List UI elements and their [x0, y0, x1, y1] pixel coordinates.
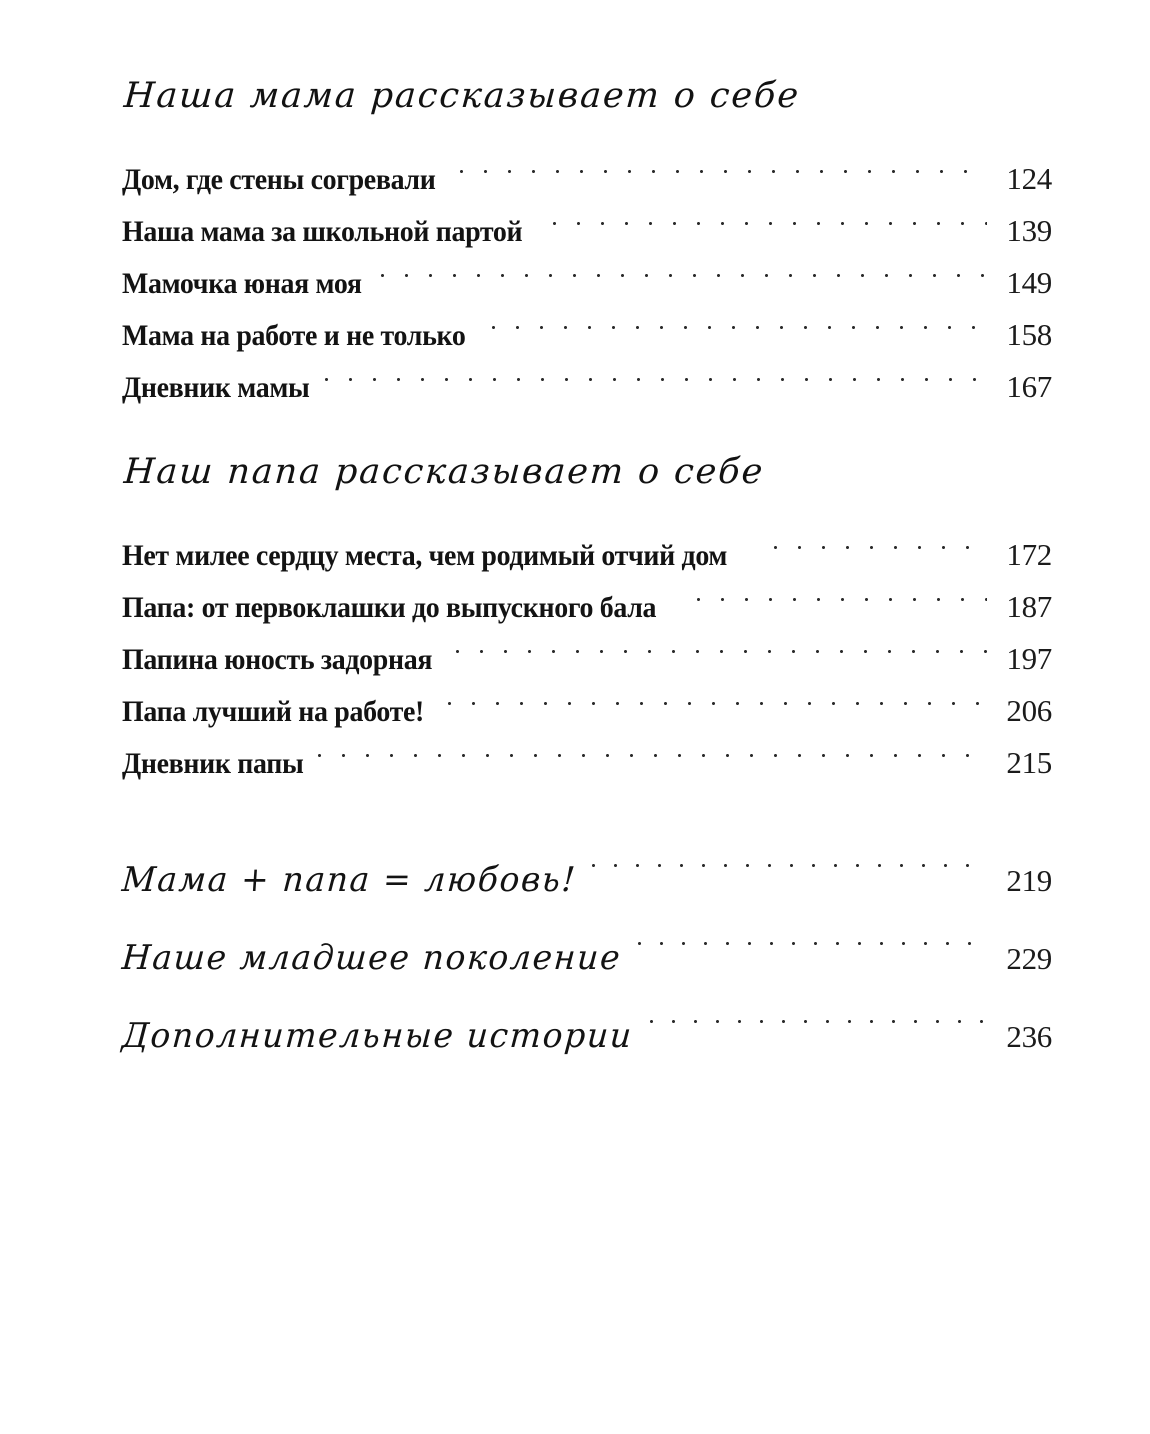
section-heading-papa: Наш папа рассказывает о себе — [122, 451, 766, 492]
toc-entry[interactable] — [122, 137, 1052, 196]
toc-entry-title: Дополнительные истории — [120, 1015, 635, 1056]
toc-entry-page-number: 124 — [1006, 160, 1052, 196]
dot-leader — [638, 891, 987, 969]
toc-entry-title: Папа: от первоклашки до выпускного бала — [122, 590, 657, 624]
toc-entry[interactable] — [120, 813, 1052, 900]
dot-leader — [318, 721, 987, 773]
section-heading-mama: Наша мама рассказывает о себе — [122, 76, 802, 116]
toc-entry-list-mama — [122, 137, 1052, 404]
toc-entry-page-number: 215 — [1006, 744, 1052, 780]
dot-leader — [592, 813, 987, 891]
dot-leader — [553, 189, 987, 241]
toc-entry-page-number: 219 — [1006, 862, 1052, 898]
toc-entry-title: Мама на работе и не только — [122, 318, 466, 352]
toc-entry-page-number: 197 — [1006, 640, 1052, 676]
toc-entry-list-papa — [122, 513, 1052, 780]
toc-section-mama — [122, 76, 1052, 404]
toc-entry-page-number: 206 — [1006, 692, 1052, 728]
toc-entry-title: Папина юность задорная — [122, 642, 433, 676]
dot-leader — [774, 513, 987, 565]
toc-entry-title: Наша мама за школьной партой — [122, 214, 523, 248]
toc-entry-page-number: 158 — [1006, 316, 1052, 352]
toc-entry-title: Папа лучший на работе! — [122, 694, 424, 728]
dot-leader — [460, 137, 987, 189]
dot-leader — [448, 669, 987, 721]
toc-entry[interactable] — [122, 513, 1052, 572]
toc-entry-title: Нет милее сердцу места, чем родимый отчий дом — [122, 538, 728, 572]
toc-entry-title: Мамочка юная моя — [122, 266, 362, 300]
dot-leader — [650, 969, 987, 1047]
toc-entry-page-number: 172 — [1006, 536, 1052, 572]
dot-leader — [456, 617, 987, 669]
dot-leader — [697, 565, 987, 617]
toc-entry-title: Наше младшее поколение — [120, 937, 623, 978]
toc-entry-page-number: 149 — [1006, 264, 1052, 300]
toc-section-papa — [122, 451, 1052, 780]
toc-entry-title: Мама + папа = любовь! — [120, 859, 578, 900]
dot-leader — [381, 241, 987, 293]
toc-entry-title: Дневник папы — [122, 746, 304, 780]
toc-entry-title: Дневник мамы — [122, 370, 310, 404]
dot-leader — [492, 293, 987, 345]
toc-entry-page-number: 236 — [1006, 1018, 1052, 1054]
toc-entry-page-number: 229 — [1006, 940, 1052, 976]
toc-entry-page-number: 139 — [1006, 212, 1052, 248]
toc-entry-page-number: 187 — [1006, 588, 1052, 624]
toc-entry-title: Дом, где стены согревали — [122, 162, 436, 196]
toc-standalone-entry-list — [120, 813, 1052, 1056]
toc-entry-page-number: 167 — [1006, 368, 1052, 404]
dot-leader — [325, 345, 987, 397]
